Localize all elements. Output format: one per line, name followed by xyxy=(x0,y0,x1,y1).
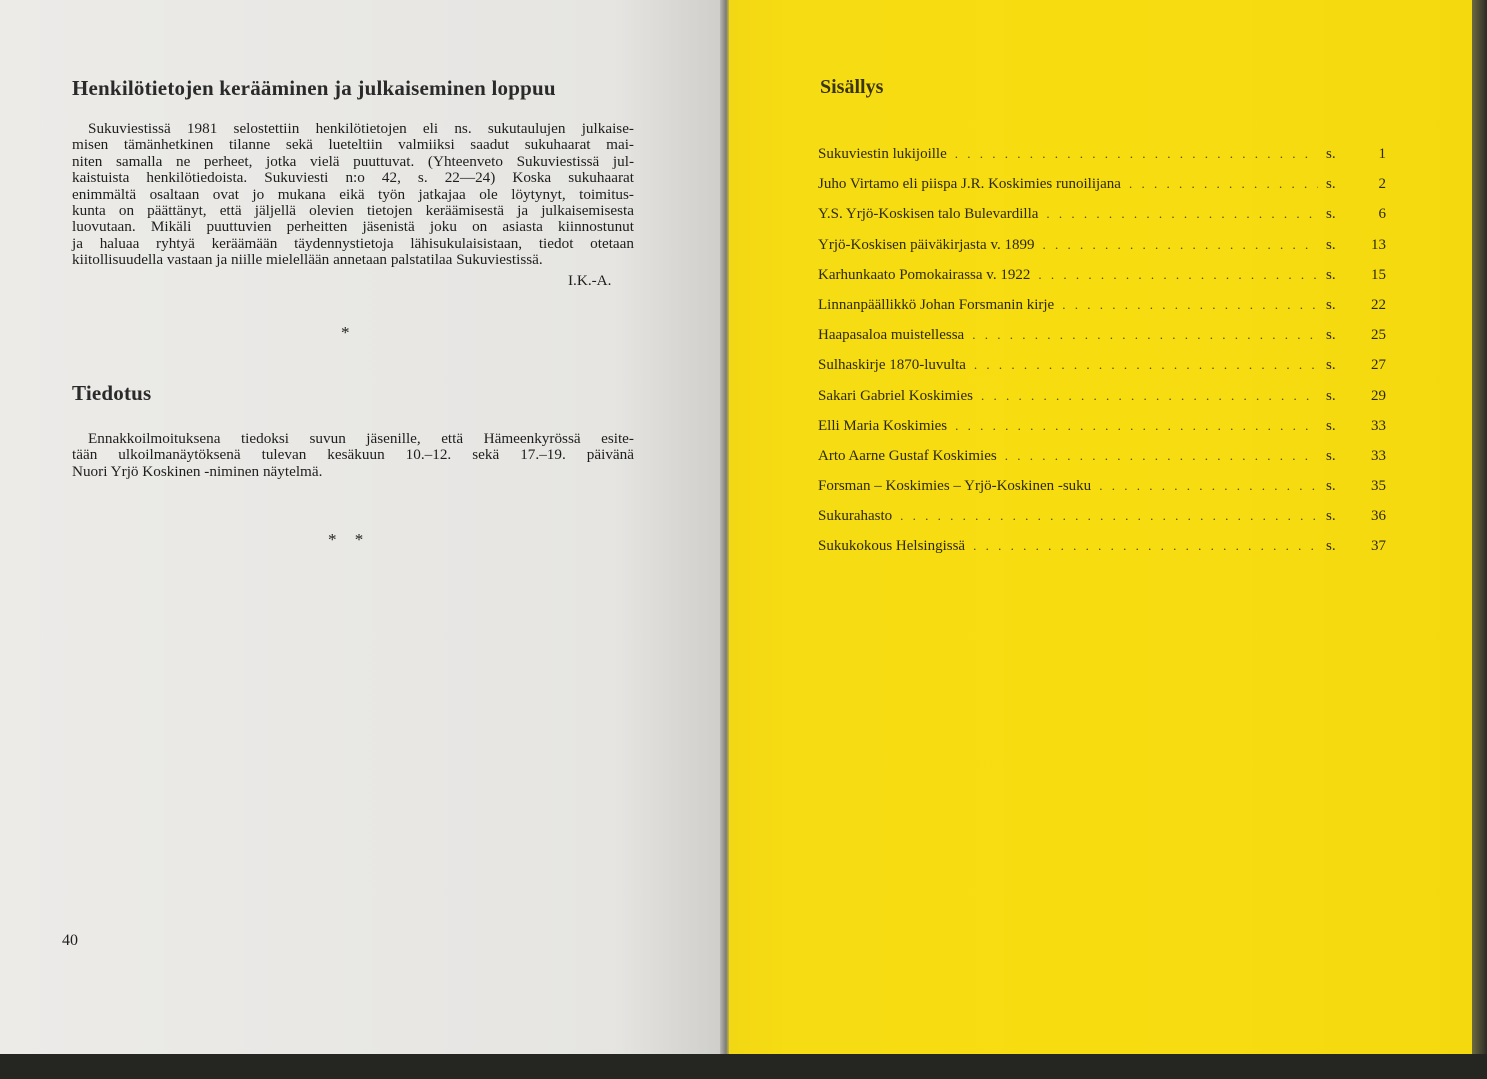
toc-leader-dots xyxy=(955,146,1318,162)
toc-entry-title: Arto Aarne Gustaf Koskimies xyxy=(818,447,997,464)
toc-entry-page: 13 xyxy=(1371,236,1386,253)
article-paragraph-henkilotiedot xyxy=(72,121,634,269)
toc-entry xyxy=(818,327,1386,357)
toc-entry xyxy=(818,508,1386,538)
toc-page-prefix: s. xyxy=(1326,206,1336,223)
toc-entry-page: 22 xyxy=(1371,296,1386,313)
toc-entry xyxy=(818,206,1386,236)
toc-entry-page: 35 xyxy=(1371,478,1386,495)
text-line: kiitollisuudella vastaan ja niille mielellään annetaan palstatilaa Sukuviestissä. xyxy=(72,251,543,269)
text-line: Sukuviestissä 1981 selostettiin henkilötietojen eli ns. sukutaulujen julkaise- xyxy=(88,120,634,137)
toc-page-prefix: s. xyxy=(1326,538,1336,555)
toc-entry-title: Elli Maria Koskimies xyxy=(818,417,948,434)
toc-page-prefix: s. xyxy=(1326,296,1336,313)
toc-page-prefix: s. xyxy=(1326,146,1336,162)
section-separator-double: * * xyxy=(328,530,364,549)
text-line: misen tämänhetkinen tilanne sekä lueteltiin valmiiksi saadut sukuhaarat mai- xyxy=(72,136,634,154)
text-line: kaistuista henkilötiedoista. Sukuviesti n:o 42, s. 22—24) Koska sukuhaarat xyxy=(72,169,634,187)
page-edge xyxy=(1472,0,1487,1079)
article-heading-henkilotiedot: Henkilötietojen kerääminen ja julkaiseminen loppuu xyxy=(72,76,556,100)
toc-entry-title: Sukurahasto xyxy=(818,508,893,525)
toc-entry xyxy=(818,538,1386,568)
toc-entry-page: 15 xyxy=(1371,266,1386,283)
toc-entry xyxy=(818,146,1386,176)
table-of-contents xyxy=(818,146,1386,569)
toc-entry-page: 37 xyxy=(1371,538,1386,555)
toc-entry xyxy=(818,297,1386,327)
text-line: Nuori Yrjö Koskinen -niminen näytelmä. xyxy=(72,462,323,480)
toc-entry-title: Y.S. Yrjö-Koskisen talo Bulevardilla xyxy=(818,206,1039,223)
toc-entry-title: Linnanpäällikkö Johan Forsmanin kirje xyxy=(818,296,1055,313)
toc-leader-dots xyxy=(900,508,1318,524)
scan-bottom-edge xyxy=(0,1054,1487,1079)
toc-leader-dots xyxy=(1005,448,1318,464)
page-number: 40 xyxy=(62,932,78,949)
toc-entry xyxy=(818,267,1386,297)
toc-entry-title: Karhunkaato Pomokairassa v. 1922 xyxy=(818,266,1031,283)
toc-entry-page: 33 xyxy=(1371,417,1386,434)
toc-page-prefix: s. xyxy=(1326,417,1336,434)
toc-entry-title: Sakari Gabriel Koskimies xyxy=(818,387,973,404)
toc-leader-dots xyxy=(1042,237,1318,253)
toc-leader-dots xyxy=(1062,297,1318,313)
toc-page-prefix: s. xyxy=(1326,266,1336,283)
article-heading-tiedotus: Tiedotus xyxy=(72,381,152,405)
toc-entry-page: 1 xyxy=(1378,146,1386,162)
toc-page-prefix: s. xyxy=(1326,327,1336,344)
text-line: Ennakkoilmoituksena tiedoksi suvun jäsenille, että Hämeenkyrössä esite- xyxy=(88,430,634,447)
section-separator: * xyxy=(341,323,350,342)
toc-leader-dots xyxy=(1099,478,1318,494)
toc-page-prefix: s. xyxy=(1326,387,1336,404)
toc-entry-page: 29 xyxy=(1371,387,1386,404)
toc-page-prefix: s. xyxy=(1326,357,1336,374)
toc-entry-title: Forsman – Koskimies – Yrjö-Koskinen -suku xyxy=(818,478,1092,495)
toc-entry-page: 27 xyxy=(1371,357,1386,374)
toc-entry xyxy=(818,418,1386,448)
toc-page-prefix: s. xyxy=(1326,447,1336,464)
toc-entry-title: Sukuviestin lukijoille xyxy=(818,146,947,162)
toc-entry-title: Sulhaskirje 1870-luvulta xyxy=(818,357,966,374)
toc-page-prefix: s. xyxy=(1326,508,1336,525)
text-line: luovutaan. Mikäli puuttuvien perheitten jäsenistä joku on asiasta kiinnostunut xyxy=(72,218,634,236)
toc-leader-dots xyxy=(974,357,1318,373)
toc-entry-title: Yrjö-Koskisen päiväkirjasta v. 1899 xyxy=(818,236,1035,253)
toc-page-prefix: s. xyxy=(1326,478,1336,495)
text-line: niten samalla ne perheet, jotka vielä puuttuvat. (Yhteenveto Sukuviestissä jul- xyxy=(72,152,634,170)
toc-entry-page: 2 xyxy=(1378,176,1386,193)
toc-entry-page: 33 xyxy=(1371,447,1386,464)
toc-leader-dots xyxy=(981,388,1318,404)
text-line: ja haluaa ryhtyä keräämään täydennystietoja lähisukulaisistaan, tiedot otetaan xyxy=(72,234,634,252)
toc-entry xyxy=(818,237,1386,267)
toc-page-prefix: s. xyxy=(1326,236,1336,253)
toc-entry-title: Juho Virtamo eli piispa J.R. Koskimies runoilijana xyxy=(818,176,1121,193)
toc-entry xyxy=(818,478,1386,508)
toc-leader-dots xyxy=(1038,267,1318,283)
toc-leader-dots xyxy=(955,418,1318,434)
toc-entry-page: 36 xyxy=(1371,508,1386,525)
toc-entry xyxy=(818,357,1386,387)
toc-entry-page: 25 xyxy=(1371,327,1386,344)
toc-entry-title: Haapasaloa muistellessa xyxy=(818,327,965,344)
article-paragraph-tiedotus xyxy=(72,431,634,480)
toc-entry xyxy=(818,176,1386,206)
toc-entry-page: 6 xyxy=(1378,206,1386,223)
toc-page-prefix: s. xyxy=(1326,176,1336,193)
toc-leader-dots xyxy=(973,538,1318,554)
text-line: tään ulkoilmanäytöksenä tulevan kesäkuun 10.–12. sekä 17.–19. päivänä xyxy=(72,446,634,464)
toc-leader-dots xyxy=(972,327,1318,343)
toc-entry xyxy=(818,448,1386,478)
toc-leader-dots xyxy=(1046,206,1318,222)
toc-entry-title: Sukukokous Helsingissä xyxy=(818,538,966,555)
toc-entry xyxy=(818,388,1386,418)
text-line: kunta on päättänyt, että jäljellä olevien tietojen keräämisestä ja julkaisemisesta xyxy=(72,202,634,220)
author-signature: I.K.-A. xyxy=(568,272,612,289)
toc-leader-dots xyxy=(1129,176,1318,192)
text-line: enimmältä osaltaan ovat jo mukana eikä työn jatkajaa ole löytynyt, toimitus- xyxy=(72,185,634,203)
toc-title: Sisällys xyxy=(820,76,884,98)
